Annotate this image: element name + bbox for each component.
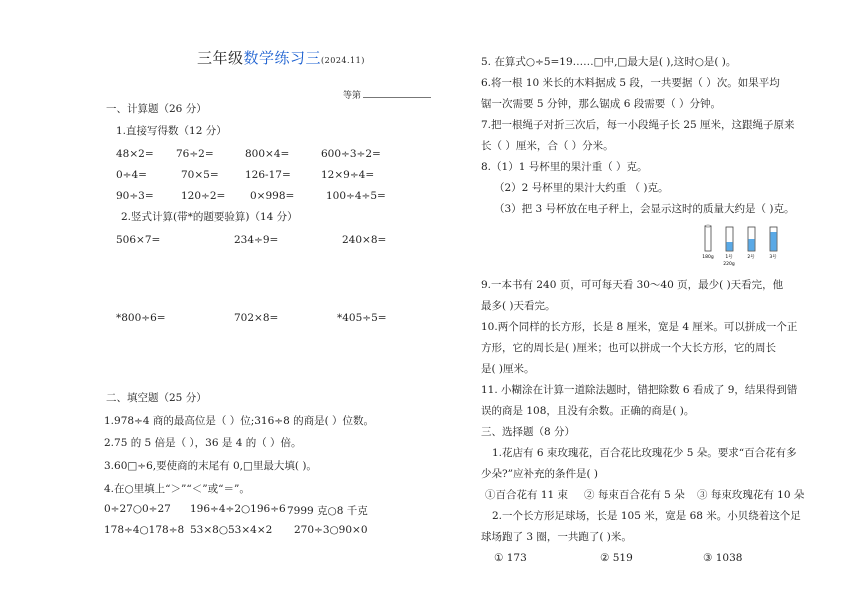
fill-question-10-line-1: 10.两个同样的长方形，长是 8 厘米，宽是 4 厘米。可以拼成一个正 bbox=[481, 321, 798, 333]
fill-question-4: 4.在○里填上“＞”“＜”或“＝”。 bbox=[104, 483, 250, 495]
section-1-title: 一、计算题（26 分） bbox=[106, 103, 207, 115]
cup-label: 2号 bbox=[747, 255, 755, 260]
fill-question-2: 2.75 的 5 倍是（ ），36 是 4 的（ ）倍。 bbox=[104, 437, 302, 449]
direct-calc-item: 800×4= bbox=[245, 148, 290, 160]
choice-question-1-line-1: 1.花店有 6 束玫瑰花，百合花比玫瑰花少 5 朵。要求“百合花有多 bbox=[492, 447, 797, 459]
fill-question-8-line-1: 8.（1）1 号杯里的果汁重（ ）克。 bbox=[481, 161, 648, 173]
compare-item: 0÷27○0÷27 bbox=[104, 503, 171, 515]
direct-calc-item: 0÷4= bbox=[116, 169, 147, 181]
compare-item: 7999 克○8 千克 bbox=[287, 505, 368, 517]
title-date: (2024.11) bbox=[321, 56, 365, 65]
compare-item: 53×8○53×4×2 bbox=[190, 524, 273, 536]
score-field bbox=[343, 88, 431, 101]
title-blue: 数学练习三 bbox=[243, 49, 322, 67]
compare-item: 196÷4÷2○196÷6 bbox=[190, 503, 286, 515]
section-2-title: 二、填空题（25 分） bbox=[106, 392, 207, 404]
direct-calc-item: 76÷2= bbox=[176, 148, 214, 160]
cup-label: 180g bbox=[702, 255, 714, 260]
subsection-vertical-title: 2.竖式计算(带*的题要验算)（14 分） bbox=[121, 211, 298, 223]
choice-option: ③ 1038 bbox=[703, 552, 743, 564]
fill-question-1: 1.978÷4 商的最高位是（ ）位;316÷8 的商是( ）位数。 bbox=[104, 415, 375, 427]
juice-cups-figure bbox=[698, 222, 790, 270]
fill-question-9-line-1: 9.一本书有 240 页，可可每天看 30～40 页，最少( )天看完，他 bbox=[481, 279, 784, 291]
fill-question-10-line-2: 方形，它的周长是( )厘米；也可以拼成一个大长方形，它的周长 bbox=[481, 342, 777, 354]
choice-question-1-line-2: 少朵?”应补充的条件是( ) bbox=[481, 468, 599, 480]
fill-question-7-line-2: 长（ ）厘米，合（ ）分米。 bbox=[481, 140, 614, 152]
fill-question-6-line-2: 锯一次需要 5 分钟，那么锯成 6 段需要（ ）分钟。 bbox=[481, 98, 722, 110]
cup-label: 1号 bbox=[725, 255, 733, 260]
direct-calc-item: 90÷3= bbox=[116, 190, 154, 202]
page-title bbox=[197, 47, 365, 68]
vertical-calc-item: 234÷9= bbox=[234, 234, 279, 246]
choice-option: ① 173 bbox=[494, 552, 527, 564]
vertical-calc-item: *405÷5= bbox=[337, 312, 387, 324]
fill-question-7-line-1: 7.把一根绳子对折三次后，每一小段绳子长 25 厘米，这跟绳子原来 bbox=[481, 119, 795, 131]
vertical-calc-item: 702×8= bbox=[234, 312, 279, 324]
fill-question-10-line-3: 是( )厘米。 bbox=[481, 363, 535, 375]
compare-item: 178÷4○178÷8 bbox=[104, 524, 185, 536]
weight-cylinder bbox=[705, 225, 711, 251]
fill-question-3: 3.60□÷6,要使商的末尾有 0,□里最大填( )。 bbox=[104, 460, 317, 472]
vertical-calc-item: *800÷6= bbox=[116, 312, 166, 324]
direct-calc-item: 0×998= bbox=[250, 190, 295, 202]
direct-calc-item: 100÷4÷5= bbox=[326, 190, 386, 202]
score-blank bbox=[363, 89, 431, 98]
subsection-direct-title: 1.直接写得数（12 分） bbox=[116, 125, 227, 137]
vertical-calc-item: 240×8= bbox=[342, 234, 387, 246]
cup-3 bbox=[770, 227, 777, 251]
fill-question-8-line-2: （2）2 号杯里的果汁大约重 （ )克。 bbox=[494, 182, 669, 194]
fill-question-6-line-1: 6.将一根 10 米长的木料据成 5 段，一共要据（ ）次。如果平均 bbox=[481, 77, 780, 89]
cup-label: 220g bbox=[723, 262, 735, 267]
choice-option: ② 519 bbox=[600, 552, 633, 564]
choice-option: ①百合花有 11 束 bbox=[485, 489, 569, 501]
cup-1 bbox=[726, 227, 733, 251]
section-3-title: 三、选择题（8 分） bbox=[481, 426, 576, 438]
choice-question-2-line-2: 球场跑了 3 圈，一共跑了( )米。 bbox=[481, 531, 632, 543]
compare-item: 270÷3○90×0 bbox=[294, 524, 368, 536]
direct-calc-item: 126-17= bbox=[245, 169, 291, 181]
title-plain: 三年级 bbox=[197, 49, 244, 67]
fill-question-11-line-1: 11. 小糊涂在计算一道除法题时，错把除数 6 看成了 9，结果得到错 bbox=[481, 384, 798, 396]
fill-question-8-line-3: （3）把 3 号杯放在电子秤上，会显示这时的质量大约是（ )克。 bbox=[494, 203, 795, 215]
direct-calc-item: 48×2= bbox=[116, 148, 154, 160]
fill-question-11-line-2: 误的商是 108，且没有余数。正确的商是( )。 bbox=[481, 405, 695, 417]
vertical-calc-item: 506×7= bbox=[116, 234, 161, 246]
score-label: 等第 bbox=[343, 91, 362, 101]
direct-calc-item: 70×5= bbox=[181, 169, 219, 181]
fill-question-5: 5. 在算式○÷5=19……□中,□最大是( ),这时○是( )。 bbox=[481, 56, 737, 68]
cup-2 bbox=[748, 227, 755, 251]
choice-option: ② 每束百合花有 5 朵 bbox=[584, 489, 685, 501]
direct-calc-item: 600÷3÷2= bbox=[321, 148, 381, 160]
direct-calc-item: 12×9÷4= bbox=[321, 169, 375, 181]
choice-question-2-line-1: 2.一个长方形足球场，长是 105 米，宽是 68 米。小贝绕着这个足 bbox=[492, 510, 801, 522]
cup-label: 3号 bbox=[769, 255, 777, 260]
fill-question-9-line-2: 最多( )天看完。 bbox=[481, 300, 556, 312]
choice-option: ③ 每束玫瑰花有 10 朵 bbox=[697, 489, 805, 501]
direct-calc-item: 120÷2= bbox=[181, 190, 226, 202]
